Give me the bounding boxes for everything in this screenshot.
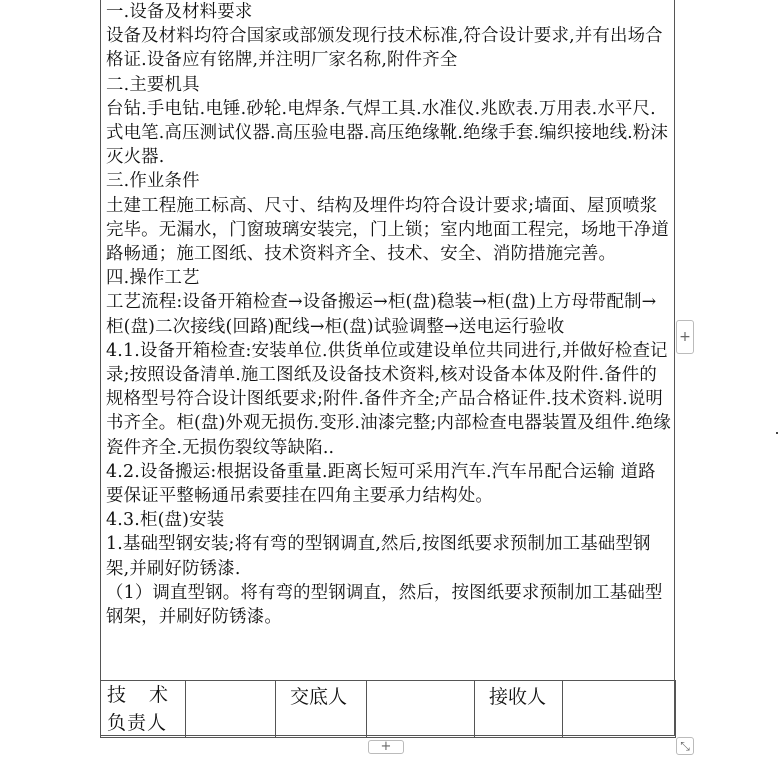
section-heading-process: 四.操作工艺 xyxy=(106,268,200,289)
add-column-button[interactable]: + xyxy=(676,320,694,354)
paragraph-process-flow: 工艺流程:设备开箱检查→设备搬运→柜(盘)稳装→柜(盘)上方母带配制→柜(盘)二次接线(回路)配线→柜(盘)试验调整→送电运行验收 xyxy=(106,292,657,337)
table-resize-icon[interactable]: ⤡ xyxy=(676,737,694,755)
paragraph-conditions: 土建工程施工标高、尺寸、结构及埋件均符合设计要求;墙面、屋顶喷浆完毕。无漏水，门窗玻璃安装完，门上锁；室内地面工程完，场地干净道路畅通；施工图纸、技术资料齐全、技术、安全、消防措施完善。 xyxy=(106,195,669,265)
paragraph-straighten-steel: （1）调直型钢。将有弯的型钢调直，然后，按图纸要求预制加工基础型钢架，并刷好防锈漆。 xyxy=(106,582,663,628)
subheading-cabinet-install: 4.3.柜(盘)安装 xyxy=(106,510,225,531)
paragraph-unpacking: 4.1.设备开箱检查:安装单位.供货单位或建设单位共同进行,并做好检查记录;按照设备清单.施工图纸及设备技术资料,核对设备本体及附件.备件的规格型号符合设计图纸要求;附件.备件齐全;产品合格证件.技术资料.说明书齐全。柜(盘)外观无损伤.变形.油漆完整;内部检查电器装置及组件.绝缘瓷件齐全.无损伤裂纹等缺陷.. xyxy=(106,340,671,458)
add-row-button[interactable]: + xyxy=(368,740,404,754)
tech-lead-label-line1: 技 术 xyxy=(107,684,171,706)
margin-dot xyxy=(776,432,778,434)
document-body xyxy=(106,0,672,629)
receiver-value-cell[interactable] xyxy=(563,681,676,738)
tech-lead-label-cell xyxy=(101,681,186,738)
tech-lead-label-line2: 负责人 xyxy=(107,712,168,734)
paragraph-tools: 台钻.手电钻.电锤.砂轮.电焊条.气焊工具.水准仪.兆欧表.万用表.水平尺.式电笔.高压测试仪器.高压验电器.高压绝缘靴.绝缘手套.编织接地线.粉沫灭火器. xyxy=(106,98,669,168)
section-heading-materials: 一.设备及材料要求 xyxy=(106,2,253,22)
signature-row xyxy=(101,681,676,738)
section-heading-tools: 二.主要机具 xyxy=(106,74,200,95)
receiver-label-cell: 接收人 xyxy=(475,681,563,738)
paragraph-base-steel: 1.基础型钢安装;将有弯的型钢调直,然后,按图纸要求预制加工基础型钢架,并刷好防锈漆. xyxy=(106,534,651,579)
handover-label-cell: 交底人 xyxy=(276,681,367,738)
tech-lead-value-cell[interactable] xyxy=(186,681,276,738)
paragraph-materials: 设备及材料均符合国家或部颁发现行技术标准,符合设计要求,并有出场合格证.设备应有铭牌,并注明厂家名称,附件齐全 xyxy=(106,26,663,71)
handover-value-cell[interactable] xyxy=(367,681,475,738)
section-heading-conditions: 三.作业条件 xyxy=(106,171,200,192)
signature-table xyxy=(100,680,676,738)
paragraph-transport: 4.2.设备搬运:根据设备重量.距离长短可采用汽车.汽车吊配合运输 道路要保证平整畅通吊索要挂在四角主要承力结构处。 xyxy=(106,461,656,507)
